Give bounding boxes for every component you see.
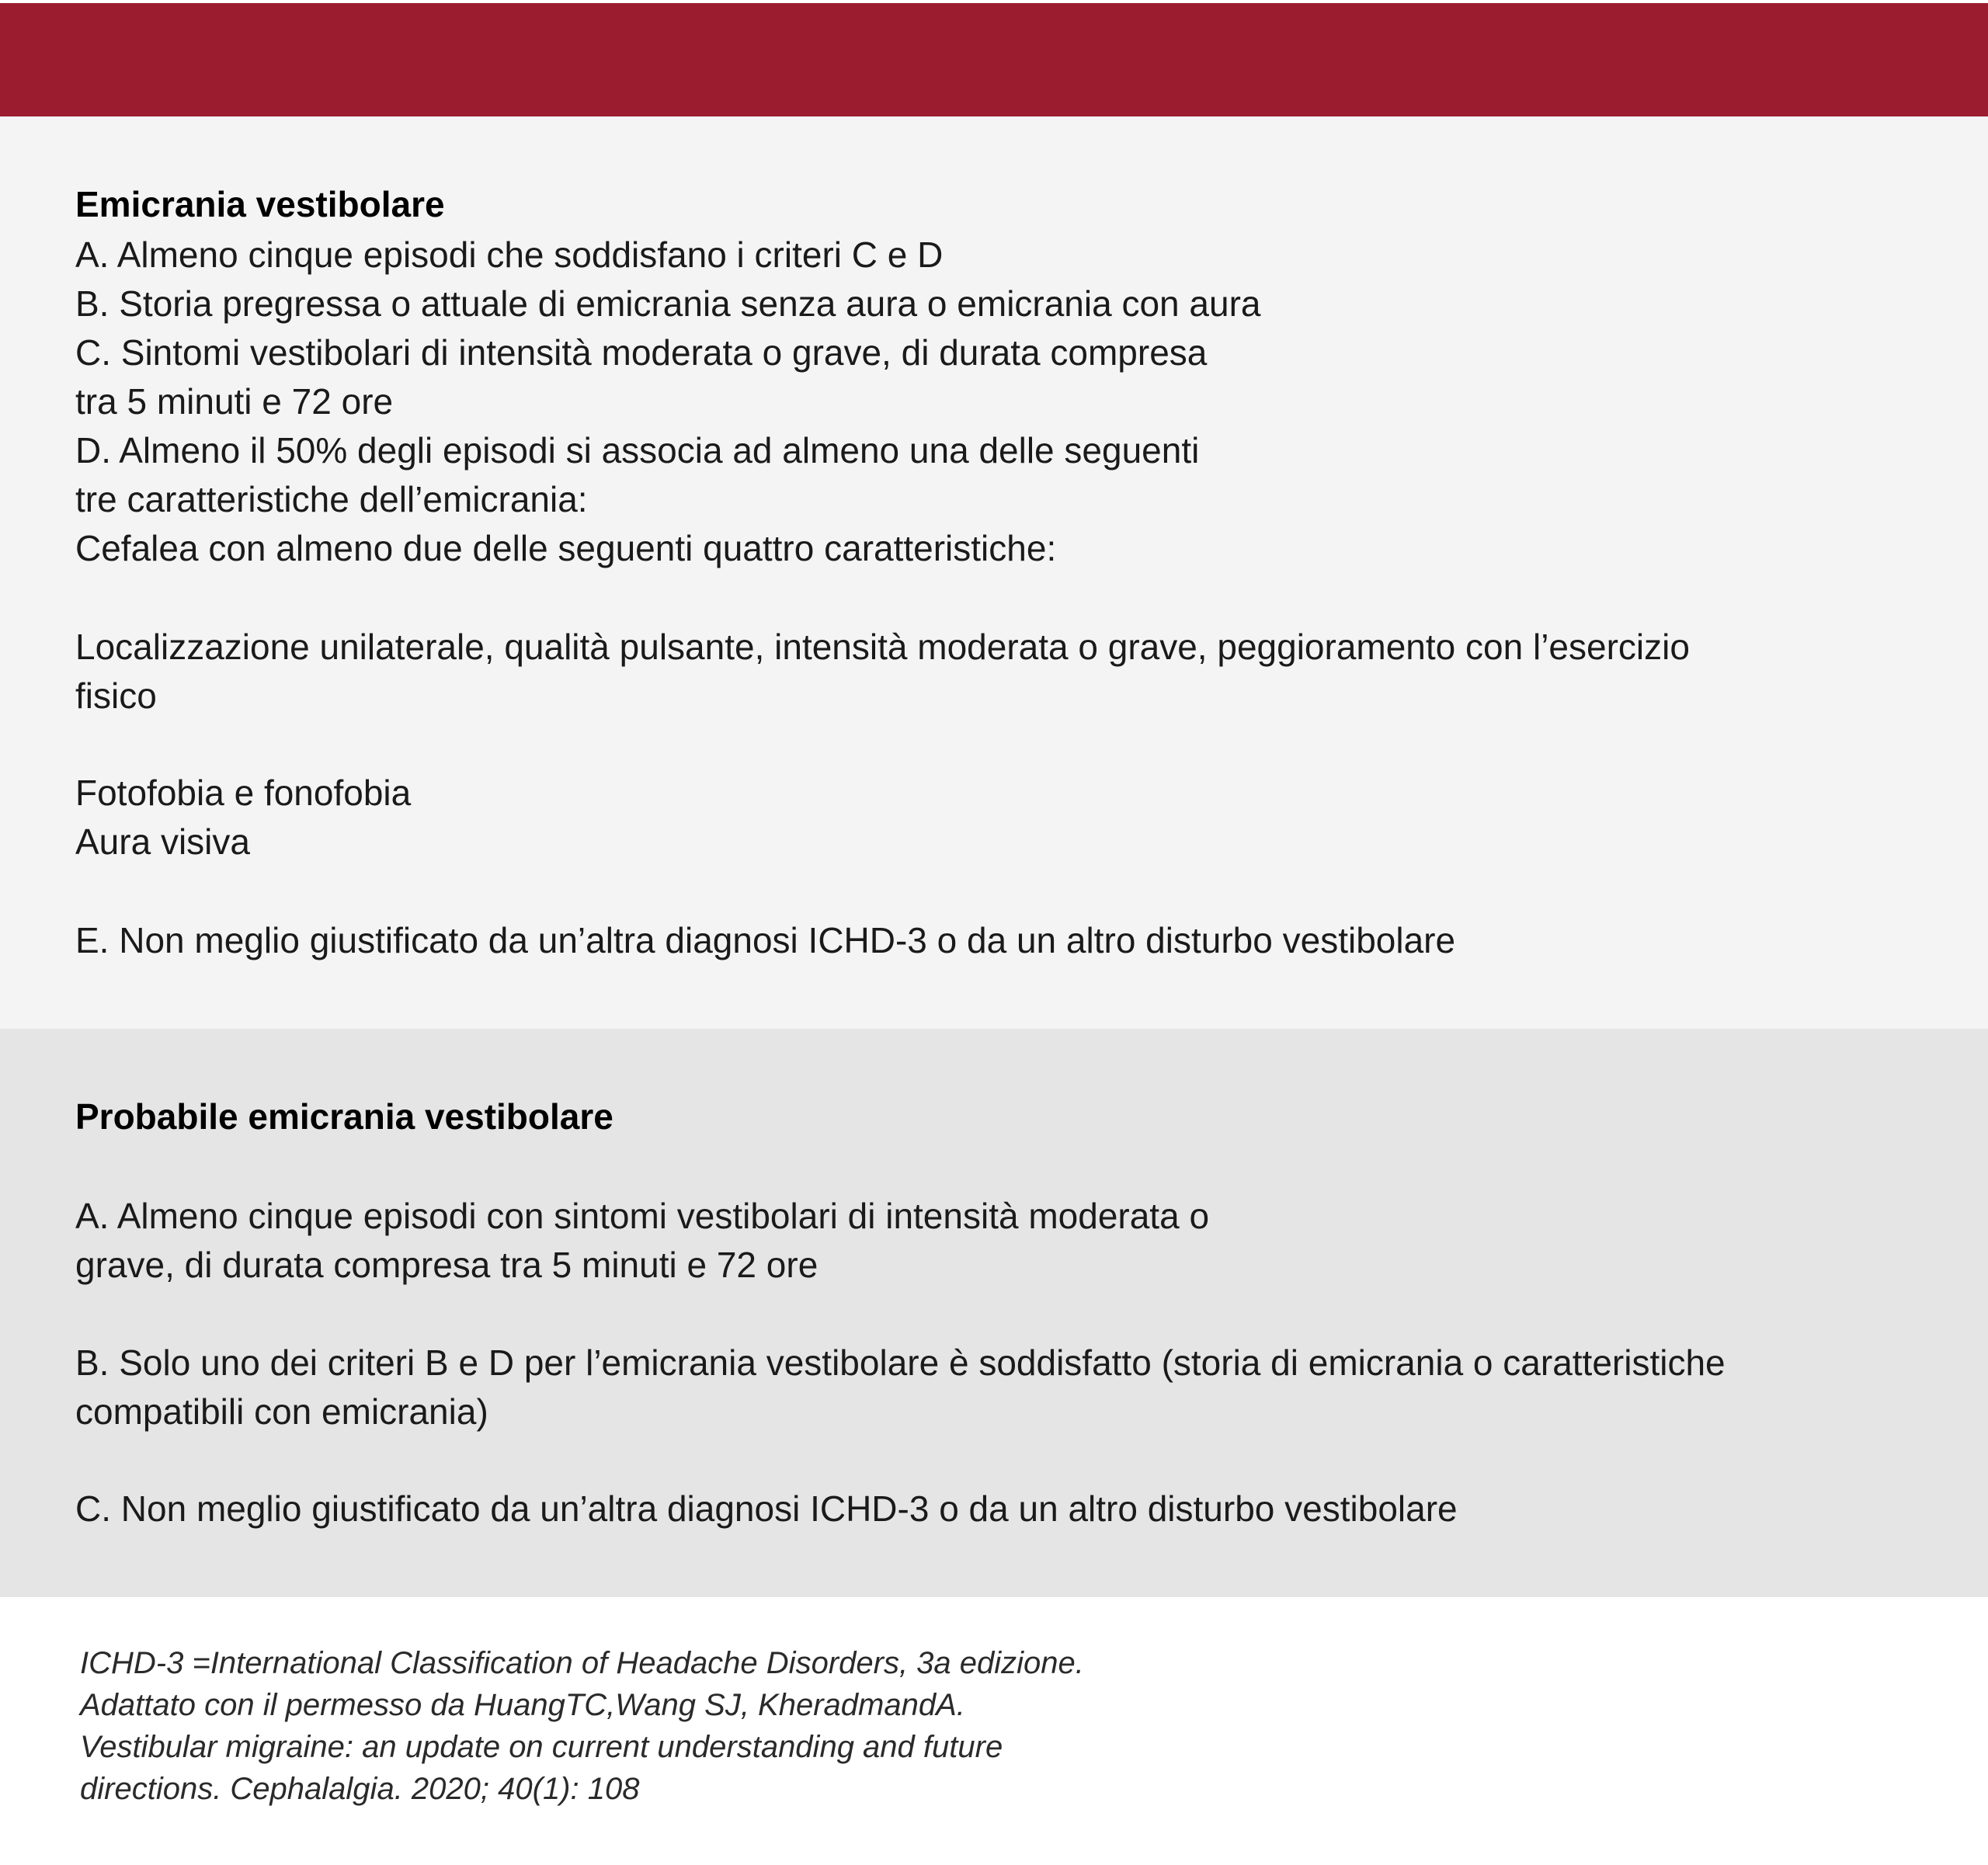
footnote-line-3: Vestibular migraine: an update on current understanding and future (80, 1730, 1003, 1764)
section-2-title: Probabile emicrania vestibolare (75, 1096, 613, 1137)
fotofobia-line: Fotofobia e fonofobia (75, 773, 412, 813)
criterion-a: A. Almeno cinque episodi che soddisfano i criteri C e D (75, 234, 944, 275)
probabile-criterion-b-line-2: compatibili con emicrania) (75, 1391, 488, 1432)
localizzazione-line-2: fisico (75, 675, 157, 716)
probabile-criterion-a-line-1: A. Almeno cinque episodi con sintomi vestibolari di intensità moderata o (75, 1196, 1210, 1236)
probabile-criterion-a-line-2: grave, di durata compresa tra 5 minuti e 72 ore (75, 1245, 818, 1285)
criterion-b: B. Storia pregressa o attuale di emicrania senza aura o emicrania con aura (75, 283, 1261, 324)
criterion-d-line-2: tre caratteristiche dell’emicrania: (75, 479, 588, 519)
section-1-title: Emicrania vestibolare (75, 184, 445, 224)
criterion-c-line-2: tra 5 minuti e 72 ore (75, 381, 394, 422)
aura-visiva-line: Aura visiva (75, 821, 250, 862)
footnote-line-2: Adattato con il permesso da HuangTC,Wang SJ, KheradmandA. (80, 1688, 965, 1722)
probabile-criterion-b-line-1: B. Solo uno dei criteri B e D per l’emicrania vestibolare è soddisfatto (storia di emicrania o caratteristiche (75, 1342, 1726, 1383)
footnote (0, 1597, 1988, 1865)
criterion-d-line-1: D. Almeno il 50% degli episodi si associa ad almeno una delle seguenti (75, 430, 1200, 471)
footnote-line-4: directions. Cephalalgia. 2020; 40(1): 108 (80, 1772, 640, 1806)
footnote-line-1: ICHD-3 =International Classification of Headache Disorders, 3a edizione. (80, 1646, 1084, 1680)
criterion-e: E. Non meglio giustificato da un’altra diagnosi ICHD-3 o da un altro disturbo vestibolare (75, 920, 1456, 960)
header-bar (0, 3, 1988, 116)
cefalea-line: Cefalea con almeno due delle seguenti quattro caratteristiche: (75, 528, 1057, 568)
localizzazione-line-1: Localizzazione unilaterale, qualità pulsante, intensità moderata o grave, peggioramento con l’esercizio (75, 627, 1690, 667)
probabile-criterion-c: C. Non meglio giustificato da un’altra diagnosi ICHD-3 o da un altro disturbo vestibolare (75, 1488, 1458, 1529)
criterion-c-line-1: C. Sintomi vestibolari di intensità moderata o grave, di durata compresa (75, 332, 1208, 373)
